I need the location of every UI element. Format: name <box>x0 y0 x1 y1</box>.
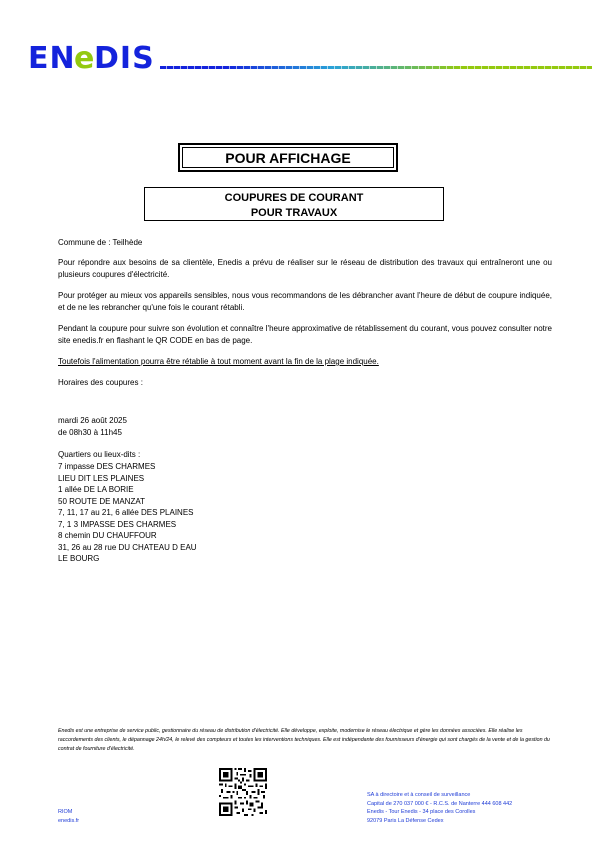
footer-left <box>58 808 79 826</box>
horaires-label: Horaires des coupures : <box>58 378 143 387</box>
outage-date: mardi 26 août 2025 <box>58 416 127 425</box>
list-item: 7, 11, 17 au 21, 6 allée DES PLAINES <box>58 508 194 517</box>
footer-legal <box>367 791 512 825</box>
footer-legal-line-1: SA à directoire et à conseil de surveillance <box>367 792 471 798</box>
paragraph-qr-info: Pendant la coupure pour suivre son évolution et connaître l'heure approximative de rétablissement du courant, vous pouvez consulter notre site enedis.fr en flashant le QR CODE en bas de page. <box>58 324 552 345</box>
list-item: 7, 1 3 IMPASSE DES CHARMES <box>58 519 177 529</box>
page-title: POUR AFFICHAGE <box>225 149 351 166</box>
paragraph-intro: Pour répondre aux besoins de sa clientèle, Enedis a prévu de réaliser sur le réseau de distribution des travaux qui entraîneront une ou plusieurs coupures d'électricité. <box>58 258 552 279</box>
outage-time: de 08h30 à 11h45 <box>58 428 122 437</box>
paragraph-restore-warning: Toutefois l'alimentation pourra être rétablie à tout moment avant la fin de la plage indiquée. <box>58 357 379 366</box>
footer-city: RIOM <box>58 809 73 815</box>
footer-legal-line-2: Capital de 270 037 000 € - R.C.S. de Nanterre 444 608 442 <box>367 800 513 807</box>
notice-body <box>58 237 552 565</box>
enedis-logo <box>28 40 156 72</box>
quartiers-label: Quartiers ou lieux-dits : <box>58 450 141 459</box>
svg-text:DIS: DIS <box>94 41 155 72</box>
address-list <box>58 461 552 565</box>
page-title-box <box>178 143 398 172</box>
footer-legal-line-4: 92079 Paris La Défense Cedex <box>367 817 444 824</box>
paragraph-protect: Pour protéger au mieux vos appareils sensibles, nous vous recommandons de les débrancher avant l'heure de début de coupure indiquée, et de ne les rebrancher qu'une fois le courant rétabli. <box>58 291 552 312</box>
commune: Commune de : Teilhède <box>58 238 143 247</box>
subtitle-box <box>144 187 444 221</box>
logo-underline-dashes <box>160 66 592 69</box>
footer-legal-line-3: Enedis - Tour Enedis - 34 place des Corolles <box>367 809 476 815</box>
svg-text:EN: EN <box>28 41 76 72</box>
enedis-logo-icon <box>28 40 156 72</box>
list-item: LE BOURG <box>58 554 100 563</box>
list-item: 50 ROUTE DE MANZAT <box>58 496 145 506</box>
outage-schedule <box>58 415 552 439</box>
footer-website-link[interactable]: enedis.fr <box>58 818 80 824</box>
list-item: 1 allée DE LA BORIE <box>58 485 134 494</box>
list-item: 7 impasse DES CHARMES <box>58 462 156 471</box>
svg-text:e: e <box>74 41 95 72</box>
subtitle-line-1: COUPURES DE COURANT <box>224 192 364 204</box>
footer-disclaimer: Enedis est une entreprise de service public, gestionnaire du réseau de distribution d'électricité. Elle développe, exploite, modernise le réseau électrique et gère les données associées. Elle réalise les raccordements des clients, le dépannage 24h/24, le relevé des compteurs et toutes les interventions techniques. Elle est indépendante des fournisseurs d'énergie qui sont chargés de la vente et de la gestion du contrat de fourniture d'électricité. <box>58 728 550 752</box>
list-item: 8 chemin DU CHAUFFOUR <box>58 531 157 540</box>
qr-code-icon[interactable] <box>219 768 267 816</box>
list-item: 31, 26 au 28 rue DU CHATEAU D EAU <box>58 542 197 552</box>
subtitle-line-2: POUR TRAVAUX <box>250 207 338 219</box>
list-item: LIEU DIT LES PLAINES <box>58 473 145 483</box>
